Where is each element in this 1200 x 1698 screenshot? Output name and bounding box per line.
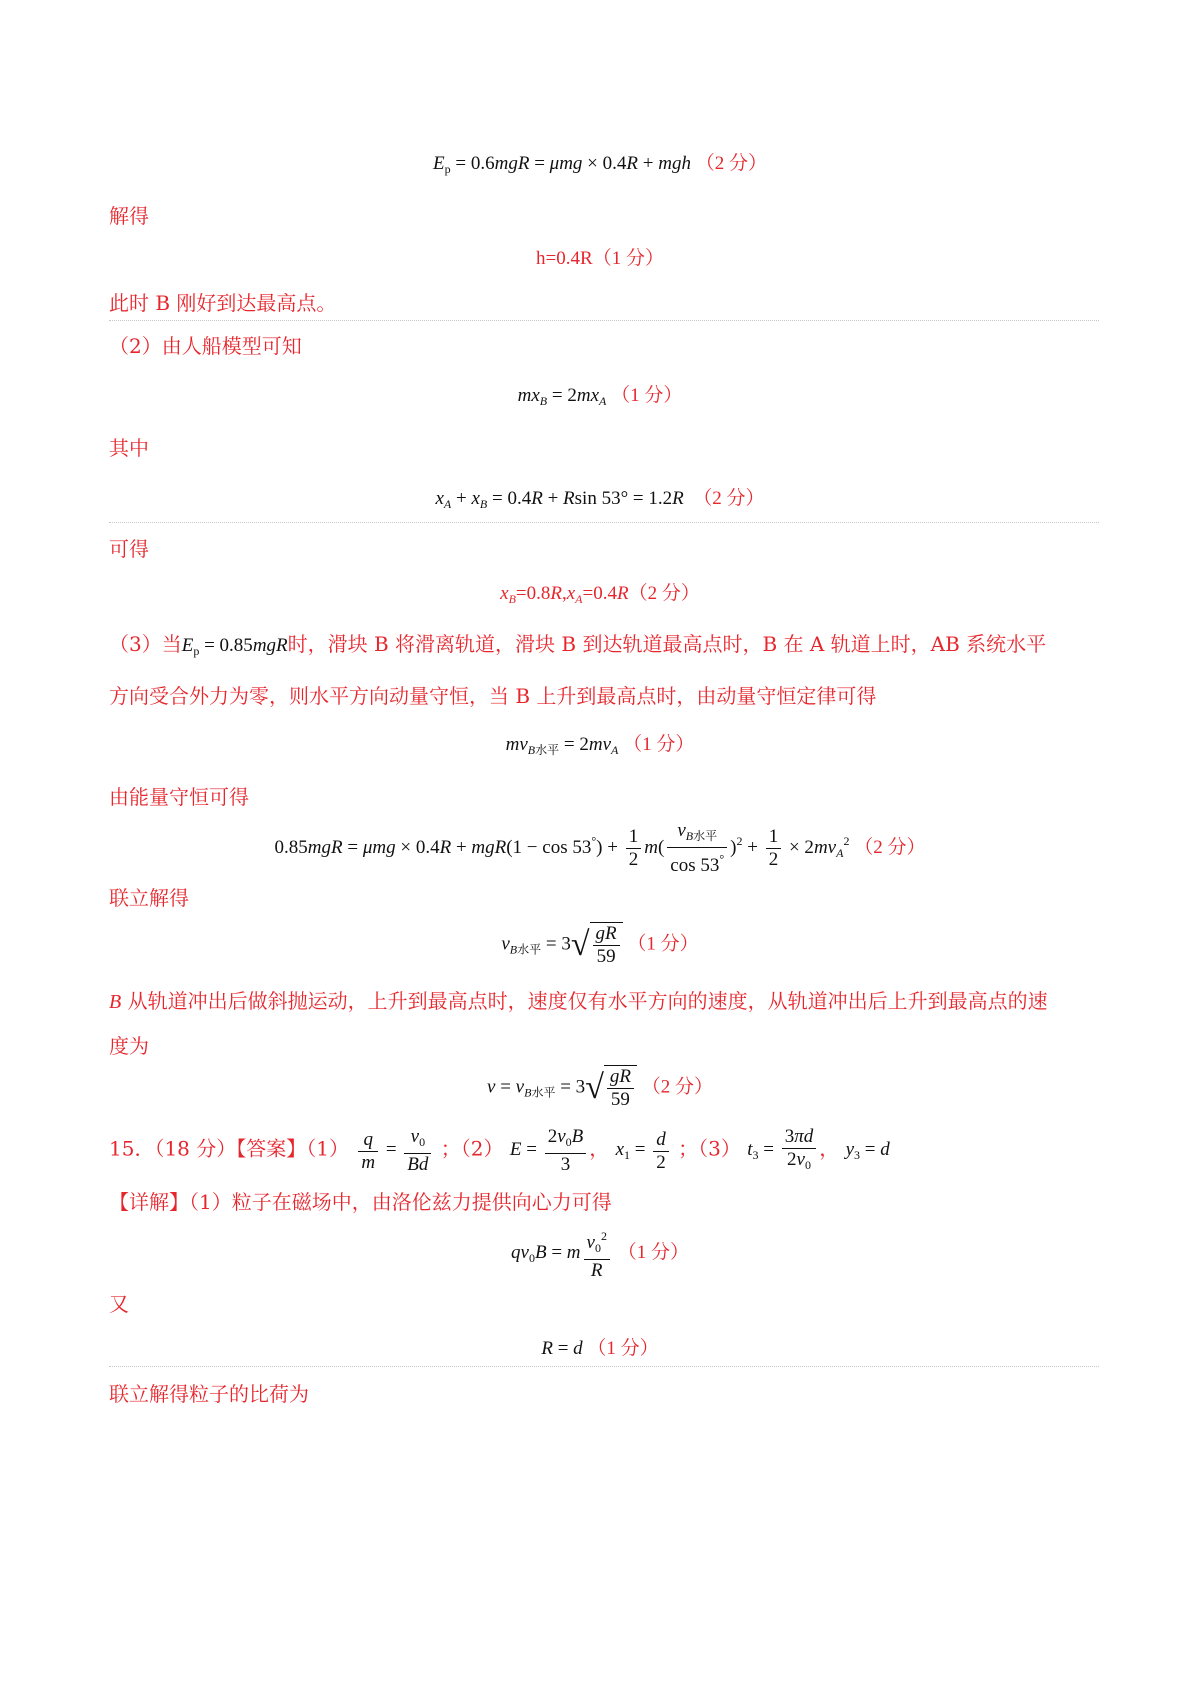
dotted-divider	[109, 320, 1099, 321]
equation-displacement-result: $x_B=0.8R,x_A=0.4R(2$ 分）	[500, 583, 700, 606]
answer-electric-field: E = $\frac{2v_0B}{3}$	[510, 1139, 589, 1160]
text-lianli: 联立解得	[109, 886, 189, 910]
score-label: （1 分）	[611, 385, 683, 406]
score-label: （1 分）	[623, 734, 695, 755]
part3-prefix: （3）当	[109, 632, 182, 656]
text-jiede: 解得	[109, 204, 149, 228]
score-label: （2 分）	[695, 153, 767, 174]
score-label: （1 分）	[627, 933, 699, 955]
dotted-divider	[109, 522, 1099, 523]
text-q15-answer	[109, 1126, 890, 1176]
score-label: （2 分）	[693, 488, 765, 509]
oblique-description: 从轨道冲出后做斜抛运动，上升到最高点时，速度仅有水平方向的速度，从轨道冲出后上升到最高点的速	[127, 989, 1048, 1013]
score-label: （2 分）	[854, 836, 926, 858]
answer-x1: $x_1$ = $\frac{d}{2}$	[616, 1139, 672, 1160]
equation-horizontal-momentum: $mv_{B水平} = 2mv_A$ （1 分）	[505, 734, 695, 757]
text-energy-conservation: 由能量守恒可得	[109, 785, 249, 809]
text-part3-line2: 方向受合外力为零，则水平方向动量守恒，当 B 上升到最高点时，由动量守恒定律可得	[109, 684, 877, 708]
equation-momentum-displacement: $mx_B = 2mx_A$ （1 分）	[517, 385, 683, 408]
score-label: （1 分）	[617, 1241, 689, 1263]
separator: ，	[589, 1136, 610, 1161]
separator: ，	[819, 1136, 840, 1161]
score-label: （1 分）	[592, 248, 664, 269]
text-oblique-line1: B 从轨道冲出后做斜抛运动，上升到最高点时，速度仅有水平方向的速度，从轨道冲出后上升到最高点的速	[109, 989, 1048, 1013]
inline-ep-value: $E_p = 0.85mgR$	[181, 635, 288, 658]
score-label: （2 分）	[628, 583, 700, 604]
equation-energy-spring: $E_p = 0.6mgR = \mu mg \times 0.4R$ + mgh （2 分）	[433, 153, 767, 176]
separator: ；（2）	[440, 1136, 504, 1161]
equation-radius: R = d （1 分）	[541, 1338, 659, 1359]
text-detail: 【详解】（1）粒子在磁场中，由洛伦兹力提供向心力可得	[109, 1190, 612, 1214]
separator: ；（3）	[678, 1136, 741, 1161]
text-qizhong: 其中	[109, 436, 149, 460]
answer-y3: $y_3 = d$	[845, 1139, 890, 1163]
equation-lorentz-force: $qv_0B = m$ $\frac{v_0^2}{R}$ （1 分）	[0, 1225, 1200, 1282]
text-you: 又	[109, 1292, 129, 1316]
q15-header: 15．（18 分）【答案】（1）	[109, 1136, 349, 1161]
equation-vb-horizontal: $v_{B水平} = 3√$ $\frac{gR}{59}$ （1 分）	[501, 923, 699, 967]
text-kede: 可得	[109, 537, 149, 561]
score-label: （2 分）	[641, 1076, 713, 1098]
answer-t3: $t_3$ = $\frac{3\pi d}{2v_0}$	[747, 1139, 819, 1160]
equation-h-result	[0, 243, 1200, 270]
equation-energy-conservation: 0.85mgR = μmg × 0.4R + mgR(1 − cos 53°) + $\frac{1}{2}$ m( $\frac{v_{B水平}}{\cos 53^\circ}$ )$^2$ + $\frac{1}{2}$ × $2mv_A^2$ （2 分）	[274, 820, 926, 876]
text-b-highest: 此时 B 刚好到达最高点。	[109, 291, 337, 315]
h-value: h=0.4R	[536, 248, 593, 269]
answer-charge-ratio: $\frac{q}{m}$ = $\frac{v_0}{Bd}$	[355, 1139, 434, 1160]
part3-condition: 时，滑块 B 将滑离轨道，滑块 B 到达轨道最高点时，B 在 A 轨道上时，AB 系统水平	[287, 632, 1047, 656]
text-part3-line1	[109, 628, 1046, 659]
score-label: （1 分）	[587, 1338, 659, 1359]
equation-displacement-sum: $x_A + x_B = 0.4R + Rsin$ 53° = 1.2R （2 分）	[435, 488, 765, 511]
text-oblique-line2: 度为	[109, 1034, 149, 1058]
text-part2: （2）由人船模型可知	[109, 334, 302, 358]
equation-final-velocity: $v = v_{B水平} = 3√$ $\frac{gR}{59}$ （2 分）	[487, 1066, 713, 1110]
text-charge-ratio: 联立解得粒子的比荷为	[109, 1382, 309, 1406]
dotted-divider	[109, 1366, 1099, 1367]
